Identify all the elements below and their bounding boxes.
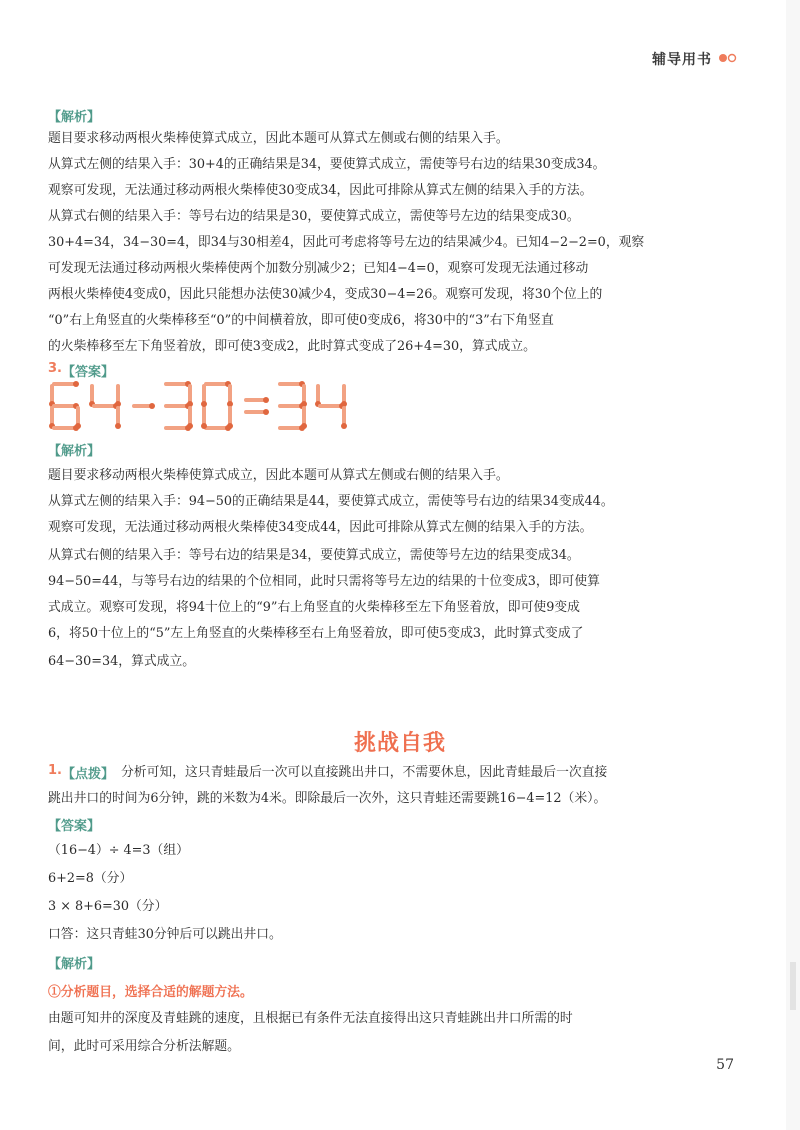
matchstick-head <box>185 425 191 431</box>
analysis-3-line: 从算式右侧的结果入手：等号右边的结果是34，要使算式成立，需使等号左边的结果变成34。 <box>48 548 580 563</box>
analysis-challenge-line: 由题可知井的深度及青蛙跳的速度，且根据已有条件无法直接得出这只青蛙跳出井口所需的时 <box>48 1011 573 1026</box>
header-dots-icon <box>718 52 738 64</box>
analysis-1-line: 30+4=34，34−30=4，即34与30相差4，因此可考虑将等号左边的结果减少4。已知4−2−2=0，观察 <box>48 235 645 250</box>
analysis-3-line: 从算式左侧的结果入手：94−50的正确结果是44，要使算式成立，需使等号右边的结果34变成44。 <box>48 494 614 509</box>
matchstick-head <box>201 401 207 407</box>
analysis-3-line: 题目要求移动两根火柴棒使算式成立，因此本题可从算式左侧或右侧的结果入手。 <box>48 468 509 483</box>
hint-line: 分析可知，这只青蛙最后一次可以直接跳出井口，不需要休息，因此青蛙最后一次直接 <box>121 765 608 780</box>
answer-line: 口答：这只青蛙30分钟后可以跳出井口。 <box>48 927 282 942</box>
analysis-3-line: 6，将50十位上的“5”左上角竖直的火柴棒移至右上角竖着放，即可使5变成3，此时算式变成了 <box>48 626 584 641</box>
analysis-tag-challenge: 【解析】 <box>48 957 101 972</box>
analysis-challenge-line: 间，此时可采用综合分析法解题。 <box>48 1039 240 1054</box>
analysis-1-line: 从算式左侧的结果入手：30+4的正确结果是34，要使算式成立，需使等号右边的结果30变成34。 <box>48 157 606 172</box>
matchstick-head <box>149 403 155 409</box>
analysis-3-line: 观察可发现，无法通过移动两根火柴棒使34变成44，因此可排除从算式左侧的结果入手的方法。 <box>48 520 593 535</box>
matchstick-equation-text <box>48 380 49 381</box>
matchstick-head <box>75 423 81 429</box>
analysis-3-line: 94−50=44，与等号右边的结果的个位相同，此时只需将等号左边的结果的十位变成3，即可使算 <box>48 574 600 589</box>
matchstick-head <box>341 423 347 429</box>
page-number: 57 <box>716 1057 734 1073</box>
page-edge-mark <box>790 962 796 1010</box>
answer-line: （16−4）÷ 4=3（组） <box>48 843 189 858</box>
answer-line: 3 × 8+6=30（分） <box>48 899 168 914</box>
analysis-1-line: 观察可发现，无法通过移动两根火柴棒使30变成34，因此可排除从算式左侧的结果入手的方法。 <box>48 183 593 198</box>
section-title-challenge: 挑战自我 <box>353 731 446 756</box>
question-number-3: 3. <box>48 361 62 376</box>
matchstick-head <box>115 423 121 429</box>
answer-tag-challenge: 【答案】 <box>48 819 101 834</box>
analysis-1-line: “0”右上角竖直的火柴棒移至“0”的中间横着放，即可使0变成6，将30中的“3”右下角竖直 <box>48 313 554 328</box>
matchstick-head <box>299 425 305 431</box>
analysis-1-line: 可发现无法通过移动两根火柴棒使两个加数分别减少2；已知4−4=0，观察可发现无法通过移动 <box>48 261 589 276</box>
analysis-tag-1: 【解析】 <box>48 110 101 125</box>
analysis-1-line: 两根火柴棒使4变成0，因此只能想办法使30减少4，变成30−4=26。观察可发现，将30个位上的 <box>48 287 603 302</box>
analysis-1-line: 从算式右侧的结果入手：等号右边的结果是30，要使算式成立，需使等号左边的结果变成30。 <box>48 209 580 224</box>
analysis-1-line: 的火柴棒移至左下角竖着放，即可使3变成2，此时算式变成了26+4=30，算式成立。 <box>48 339 536 354</box>
analysis-step-1: ①分析题目，选择合适的解题方法。 <box>48 985 253 1000</box>
analysis-3-line: 式成立。观察可发现，将94十位上的“9”右上角竖直的火柴棒移至左下角竖着放，即可使9变成 <box>48 600 580 615</box>
analysis-1-line: 题目要求移动两根火柴棒使算式成立，因此本题可从算式左侧或右侧的结果入手。 <box>48 131 509 146</box>
book-header-title: 辅导用书 <box>652 52 712 68</box>
analysis-3-line: 64−30=34，算式成立。 <box>48 654 196 669</box>
matchstick-head <box>263 397 269 403</box>
hint-tag: 【点拨】 <box>62 767 115 782</box>
analysis-tag-3: 【解析】 <box>48 444 101 459</box>
matchstick-head <box>201 423 207 429</box>
answer-tag-3: 【答案】 <box>62 365 115 380</box>
matchstick-head <box>225 425 231 431</box>
matchstick-head <box>73 381 79 387</box>
challenge-item-number: 1. <box>48 763 62 778</box>
hint-line: 跳出井口的时间为6分钟，跳的米数为4米。即除最后一次外，这只青蛙还需要跳16−4=12（米）。 <box>48 791 607 806</box>
matchstick-head <box>263 409 269 415</box>
page-edge <box>786 0 800 1130</box>
matchstick-equation <box>48 380 348 436</box>
answer-line: 6+2=8（分） <box>48 871 133 886</box>
